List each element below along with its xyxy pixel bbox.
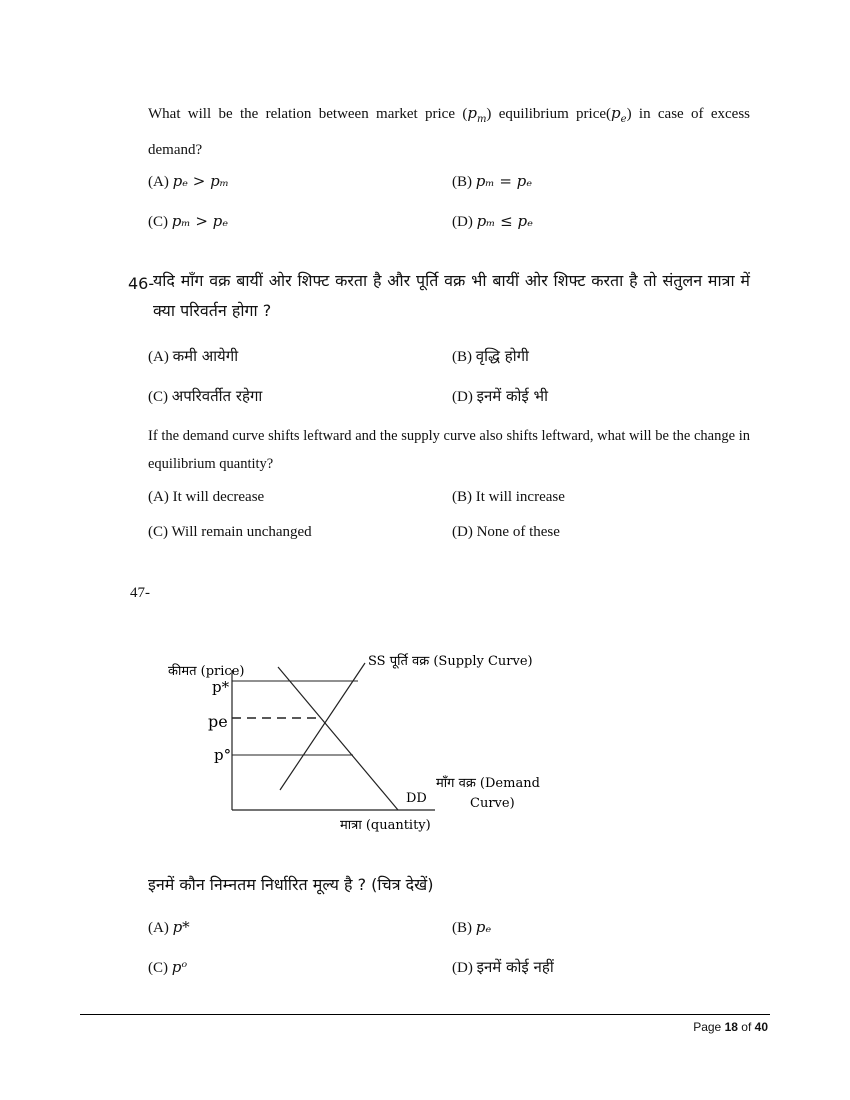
y-axis-label: कीमत (price) (168, 664, 245, 679)
q47-option-c[interactable]: (C) pᵒ (148, 958, 188, 976)
q46-hindi-option-a[interactable]: (A) कमी आयेगी (148, 347, 239, 365)
page-number: Page 18 of 40 (693, 1020, 768, 1034)
supply-curve-label: SS पूर्ति वक्र (Supply Curve) (368, 654, 533, 669)
q45-stem-part1: What will be the relation between market price ( (148, 106, 468, 122)
q46-hindi-option-b[interactable]: (B) वृद्धि होगी (452, 347, 529, 365)
p-star-label: p* (212, 678, 230, 696)
q45-pe-symbol: $p_e$ (611, 104, 627, 125)
q45-option-c[interactable]: (C) pₘ > pₑ (148, 212, 229, 230)
demand-curve-label-line2: Curve) (470, 796, 515, 811)
q47-number: 47- (130, 585, 150, 601)
q45-stem (148, 98, 750, 165)
x-axis-label: मात्रा (quantity) (340, 818, 431, 833)
demand-dd-label: DD (406, 791, 427, 806)
demand-curve (278, 667, 398, 810)
q45-option-d[interactable]: (D) pₘ ≤ pₑ (452, 212, 533, 230)
q45-option-b[interactable]: (B) pₘ = pₑ (452, 172, 533, 190)
q45-pm-symbol: $p_m$ (467, 104, 487, 125)
q46-english-option-a[interactable]: (A) It will decrease (148, 489, 265, 505)
q46-hindi-stem: यदि माँग वक्र बायीं ओर शिफ्ट करता है और पूर्ति वक्र भी बायीं ओर शिफ्ट करता है तो संतुलन मात्रा में क्या परिवर्तन होगा ? (153, 271, 750, 320)
q47-supply-demand-figure (160, 645, 580, 845)
demand-curve-label-line1: माँग वक्र (Demand (436, 776, 540, 791)
q46-number: 46- (128, 274, 155, 293)
q46-english-option-b[interactable]: (B) It will increase (452, 489, 565, 505)
q47-option-d[interactable]: (D) इनमें कोई नहीं (452, 958, 554, 976)
p-o-label: p° (214, 746, 232, 764)
q46-hindi-option-d[interactable]: (D) इनमें कोई भी (452, 387, 548, 405)
q46-english-stem: If the demand curve shifts leftward and the supply curve also shifts leftward, what will be the change in equilibrium quantity? (148, 428, 750, 472)
pe-label: pe (208, 712, 228, 731)
q46-hindi-option-c[interactable]: (C) अपरिवर्तीत रहेगा (148, 387, 263, 405)
q45-option-a[interactable]: (A) pₑ > pₘ (148, 172, 229, 190)
supply-curve (280, 663, 365, 790)
q47-option-b[interactable]: (B) pₑ (452, 918, 492, 936)
footer-divider (80, 1014, 770, 1015)
q47-hindi-stem: इनमें कौन निम्नतम निर्धारित मूल्य है ? (चित्र देखें) (148, 875, 434, 894)
q46-english-option-c[interactable]: (C) Will remain unchanged (148, 524, 312, 540)
q45-stem-part2: ) equilibrium price( (486, 106, 612, 122)
q46-english-option-d[interactable]: (D) None of these (452, 524, 560, 540)
q47-option-a[interactable]: (A) p* (148, 918, 190, 936)
q45-stem-part3: ) in case of excess demand? (148, 106, 750, 158)
